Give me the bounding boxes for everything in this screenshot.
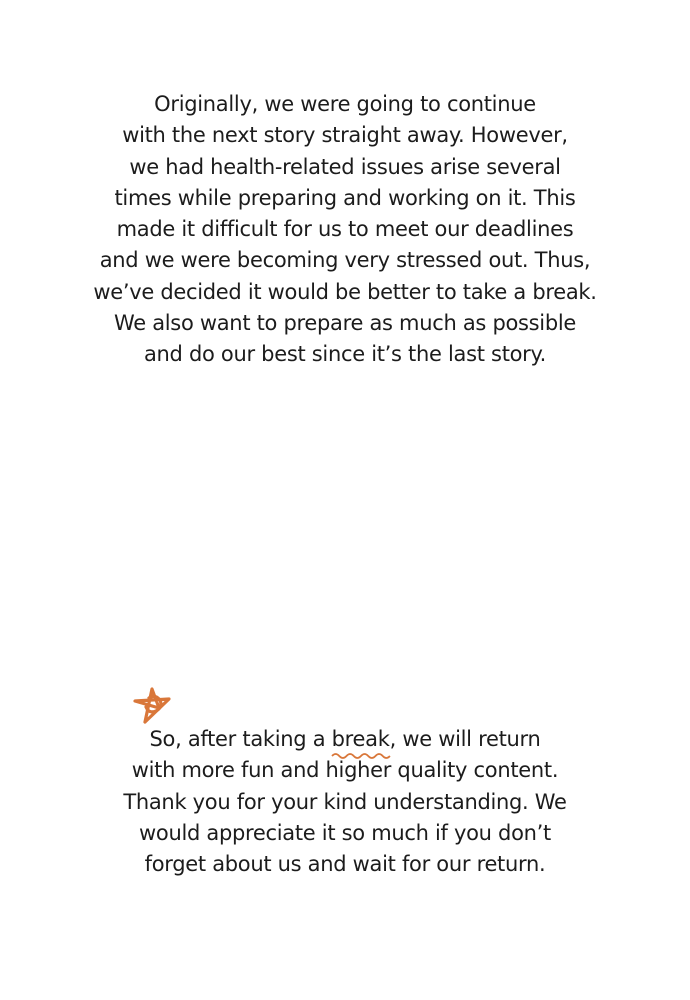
paragraph-first bbox=[0, 89, 690, 371]
text-line-first bbox=[0, 724, 690, 755]
text-line: We also want to prepare as much as possible bbox=[113, 311, 577, 336]
text-line: with more fun and higher quality content. bbox=[131, 758, 559, 783]
emphasized-word-text: break bbox=[331, 727, 390, 751]
text-line: and do our best since it’s the last story. bbox=[143, 342, 547, 367]
text-line: we’ve decided it would be better to take a break. bbox=[93, 279, 597, 304]
text-segment: So, after taking a bbox=[149, 727, 332, 751]
text-line: with the next story straight away. However, bbox=[122, 123, 568, 148]
text-line: Originally, we were going to continue bbox=[154, 92, 536, 116]
emphasized-word bbox=[332, 724, 390, 755]
text-line: and we were becoming very stressed out. Thus, bbox=[99, 248, 591, 273]
text-line: we had health-related issues arise several bbox=[129, 154, 561, 179]
text-line: times while preparing and working on it. This bbox=[114, 185, 576, 210]
text-line: made it difficult for us to meet our deadlines bbox=[116, 217, 574, 242]
paragraph-second bbox=[0, 724, 690, 880]
text-line: forget about us and wait for our return. bbox=[144, 852, 546, 877]
text-segment: , we will return bbox=[389, 727, 541, 751]
text-line: Thank you for your kind understanding. We bbox=[123, 789, 567, 814]
wavy-underline bbox=[332, 752, 390, 760]
text-line: would appreciate it so much if you don’t bbox=[139, 820, 551, 845]
star-doodle-icon bbox=[131, 684, 175, 728]
